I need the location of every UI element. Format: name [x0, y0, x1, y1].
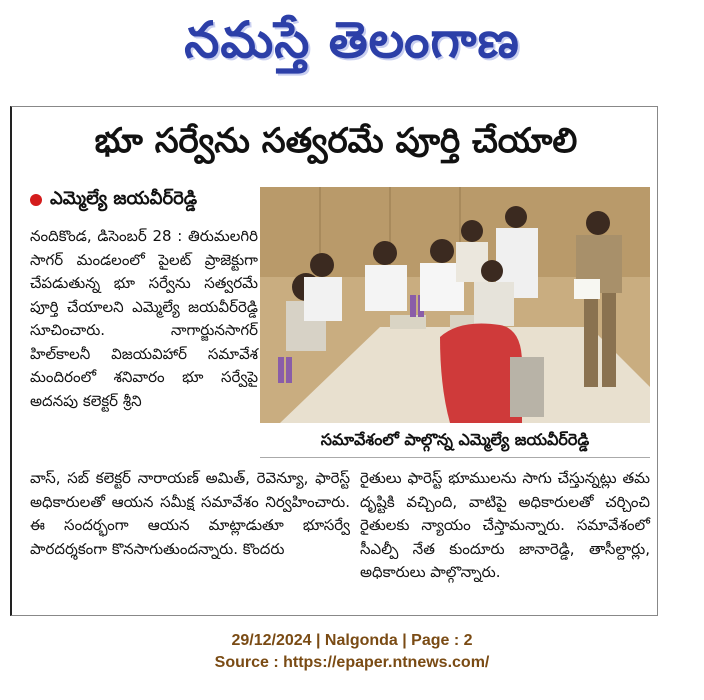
article-headline: భూ సర్వేను సత్వరమే పూర్తి చేయాలి [94, 121, 578, 161]
footer-source: Source : https://epaper.ntnews.com/ [214, 654, 490, 671]
photo-caption: సమావేశంలో పాల్గొన్న ఎమ్మెల్యే జయవీర్‌రెడ్డి [260, 425, 650, 458]
footer-date-edition: 29/12/2024 | Nalgonda | Page : 2 [231, 632, 473, 649]
page-footer [0, 630, 704, 674]
article-body-lower-left-column: వాస్, సబ్ కలెక్టర్ నారాయణ్ అమిత్, రెవెన్యూ, ఫారెస్ట్ అధికారులతో ఆయన సమీక్ష సమావేశం నిర్వహించారు. ఈ సందర్భంగా ఆయన మాట్లాడుతూ భూసర్వే పారదర్శకంగా కొనసాగుతుందన్నారు. కొందరు [30, 469, 350, 558]
article-body-left-column: నందికొండ, డిసెంబర్ 28 : తిరుమలగిరి సాగర్ మండలంలో పైలట్ ప్రాజెక్టుగా చేపడుతున్న భూ సర్వేను సత్వరమే పూర్తి చేయాలని ఎమ్మెల్యే జయవీర్‌రెడ్డి సూచించారు. నాగార్జునసాగర్ హిల్‌కాలనీ విజయవిహార్ సమావేశ మందిరంలో శనివారం భూ సర్వేపై అదనపు కలెక్టర్ శ్రీని [30, 227, 258, 410]
bullet-dot-icon [30, 194, 42, 206]
masthead-title: నమస్తే తెలంగాణ [184, 10, 520, 69]
news-article [10, 106, 658, 616]
article-body-lower-right-column: రైతులు ఫారెస్ట్ భూములను సాగు చేస్తున్నట్లు తమ దృష్టికి వచ్చింది, వాటిపై అధికారులతో చర్చించి రైతులకు న్యాయం చేస్తామన్నారు. సమావేశంలో సీఎల్పీ నేత కుందూరు జానారెడ్డి, తాసీల్దార్లు, అధికారులు పాల్గొన్నారు. [360, 469, 650, 581]
newspaper-masthead [0, 0, 704, 92]
byline-text: ఎమ్మెల్యే జయవీర్‌రెడ్డి [50, 187, 198, 209]
meeting-photo [260, 187, 650, 423]
meeting-photo-illustration [260, 187, 650, 423]
article-byline [30, 185, 197, 215]
